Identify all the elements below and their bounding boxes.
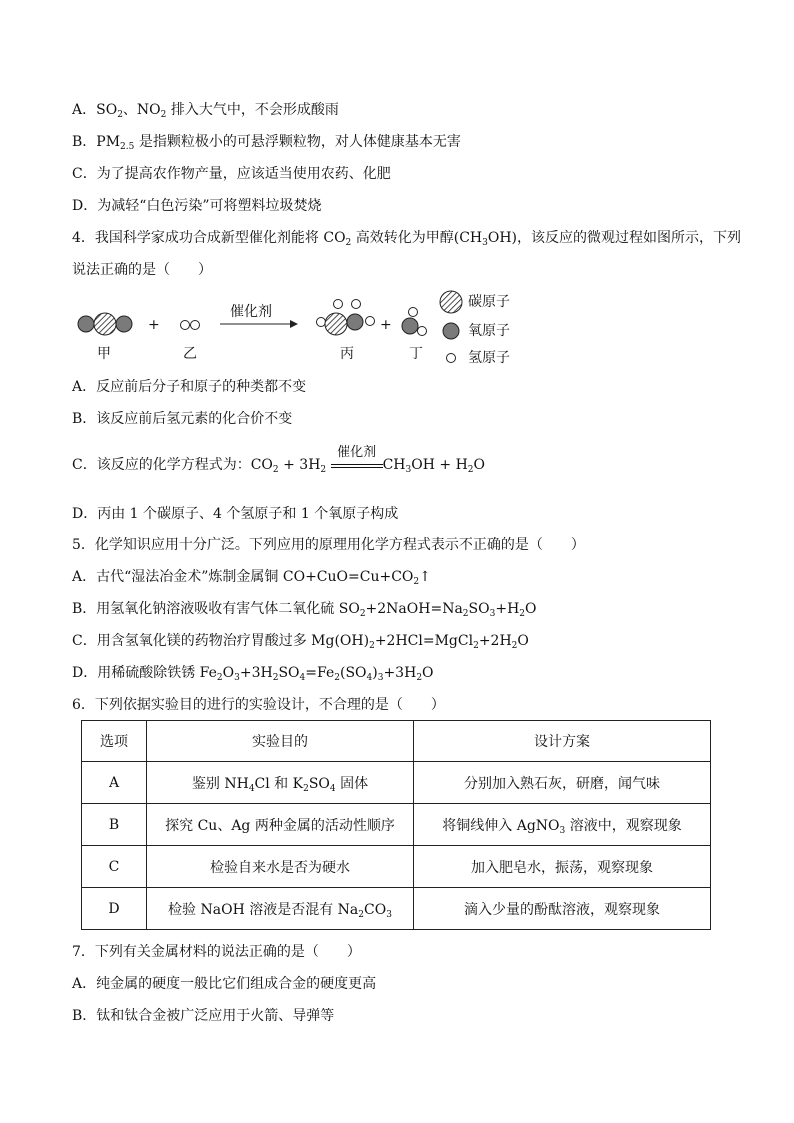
q4-stem-line2: 说法正确的是（ ） — [72, 262, 212, 278]
q6-stem: 6．下列依据实验目的进行的实验设计，不合理的是（ ） — [72, 697, 445, 713]
table-row — [82, 846, 711, 888]
q7-option-a: A．纯金属的硬度一般比它们组成合金的硬度更高 — [72, 976, 377, 992]
molecule-bing — [317, 300, 375, 336]
legend-carbon-label: 碳原子 — [468, 294, 510, 310]
table-header-row — [82, 721, 711, 762]
table-row — [82, 804, 711, 846]
legend-hydrogen-label: 氢原子 — [468, 350, 510, 366]
label-ding: 丁 — [409, 346, 423, 362]
header-goal: 实验目的 — [147, 721, 414, 762]
row-goal: 探究 Cu、Ag 两种金属的活动性顺序 — [147, 804, 414, 846]
hydrogen-atom — [334, 300, 343, 309]
table-row — [82, 888, 711, 930]
row-goal: 检验自来水是否为硬水 — [147, 846, 414, 888]
header-option: 选项 — [82, 721, 147, 762]
legend-carbon-icon — [440, 291, 462, 313]
oxygen-atom — [116, 316, 132, 332]
reaction-diagram-svg — [70, 288, 530, 370]
row-option: C — [82, 846, 147, 888]
q5-option-a: A．古代“湿法冶金术”炼制金属铜 $CO+CuO=Cu+CO_2↑$ — [72, 569, 431, 587]
q7-stem: 7．下列有关金属材料的说法正确的是（ ） — [72, 944, 361, 960]
hydrogen-atom — [418, 327, 427, 336]
q6-options-table — [81, 720, 711, 930]
q5-stem: 5．化学知识应用十分广泛。下列应用的原理用化学方程式表示不正确的是（ ） — [72, 537, 585, 553]
catalyst-label: 催化剂 — [230, 304, 272, 320]
molecule-ding — [402, 308, 427, 336]
oxygen-atom — [347, 314, 363, 330]
q4-option-d: D．丙由 1 个碳原子、4 个氢原子和 1 个氧原子构成 — [72, 506, 399, 522]
q4-stem-line1: 4．我国科学家成功合成新型催化剂能将 $CO_2$ 高效转化为甲醇$(CH_3OH)$，该反应的微观过程如图所示，下列 — [72, 230, 742, 248]
q5-option-b: B．用氢氧化钠溶液吸收有害气体二氧化硫 $SO_2+2NaOH=Na_2SO_3+H_2O$ — [72, 601, 537, 619]
hydrogen-atom — [409, 308, 418, 317]
q4-option-c: C．该反应的化学方程式为：$CO_2 + 3H_2$ 催化剂 $CH_3OH + H_2O$ — [72, 445, 485, 475]
oxygen-atom — [78, 316, 94, 332]
q3-option-a: A．$SO_2$、$NO_2$ 排入大气中，不会形成酸雨 — [72, 102, 339, 120]
label-jia: 甲 — [97, 346, 111, 362]
label-yi: 乙 — [183, 346, 197, 362]
catalyst-condition: 催化剂 — [331, 455, 383, 475]
hydrogen-atom — [317, 318, 326, 327]
row-goal: 鉴别 $NH_4Cl$ 和 $K_2SO_4$ 固体 — [147, 762, 414, 804]
hydrogen-atom — [366, 317, 375, 326]
carbon-atom — [325, 313, 347, 335]
q5-option-c: C．用含氢氧化镁的药物治疗胃酸过多 $Mg(OH)_2+2HCl=MgCl_2+2H_2O$ — [72, 633, 529, 651]
q3-option-d: D．为减轻“白色污染”可将塑料垃圾焚烧 — [72, 198, 322, 214]
row-plan: 分别加入熟石灰，研磨，闻气味 — [414, 762, 711, 804]
row-option: D — [82, 888, 147, 930]
legend-hydrogen-icon — [447, 354, 456, 363]
legend-oxygen-icon — [443, 323, 459, 339]
hydrogen-atom — [191, 321, 200, 330]
oxygen-atom — [402, 318, 418, 334]
row-option: A — [82, 762, 147, 804]
plus-sign-2: + — [380, 317, 392, 333]
q5-option-d: D．用稀硫酸除铁锈 $Fe_2O_3+3H_2SO_4=Fe_2(SO_4)_3+3H_2O$ — [72, 665, 434, 683]
carbon-atom — [94, 313, 116, 335]
q3-option-b: B．$PM_{2.5}$ 是指颗粒极小的可悬浮颗粒物，对人体健康基本无害 — [72, 134, 461, 152]
hydrogen-atom — [352, 300, 361, 309]
row-goal: 检验 NaOH 溶液是否混有 $Na_2CO_3$ — [147, 888, 414, 930]
hydrogen-atom — [181, 321, 190, 330]
q3-option-c: C．为了提高农作物产量，应该适当使用农药、化肥 — [72, 166, 391, 182]
reaction-diagram — [70, 288, 530, 370]
row-option: B — [82, 804, 147, 846]
header-plan: 设计方案 — [414, 721, 711, 762]
q4-option-b: B．该反应前后氢元素的化合价不变 — [72, 411, 293, 427]
arrow-head — [290, 320, 298, 328]
legend-oxygen-label: 氧原子 — [468, 323, 510, 339]
plus-sign-1: + — [148, 317, 160, 333]
table-row — [82, 762, 711, 804]
molecule-yi — [181, 321, 200, 330]
row-plan: 加入肥皂水，振荡，观察现象 — [414, 846, 711, 888]
label-bing: 丙 — [340, 346, 354, 362]
row-plan: 将铜线伸入 AgNO$_3$ 溶液中，观察现象 — [414, 804, 711, 846]
row-plan: 滴入少量的酚酞溶液，观察现象 — [414, 888, 711, 930]
molecule-jia — [78, 313, 132, 335]
q7-option-b: B．钛和钛合金被广泛应用于火箭、导弹等 — [72, 1008, 335, 1024]
q4-option-a: A．反应前后分子和原子的种类都不变 — [72, 379, 307, 395]
